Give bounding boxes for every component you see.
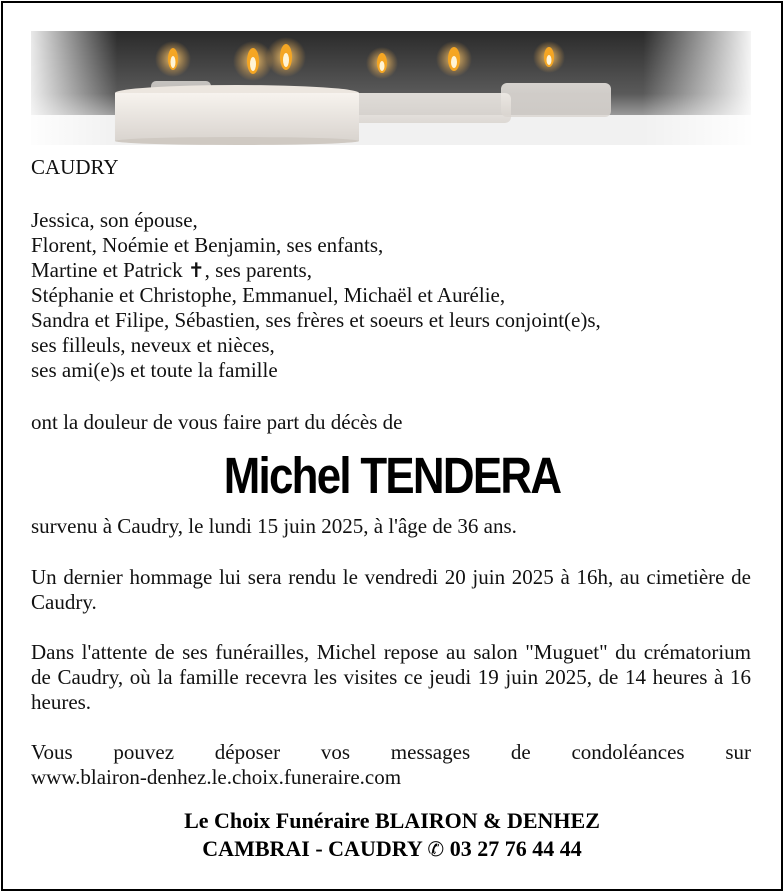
funeral-home-location: CAMBRAI - CAUDRY: [202, 836, 422, 861]
phone-number[interactable]: 03 27 76 44 44: [449, 836, 582, 861]
family-line: Florent, Noémie et Benjamin, ses enfants,: [31, 233, 384, 257]
condolences-text: Vous pouvez déposer vos messages de condoléances sur: [31, 740, 751, 764]
family-line: Stéphanie et Christophe, Emmanuel, Michaël et Aurélie,: [31, 283, 506, 307]
family-list: [31, 208, 751, 383]
condolences-info: [31, 740, 751, 790]
family-line: Sandra et Filipe, Sébastien, ses frères et soeurs et leurs conjoint(e)s,: [31, 308, 601, 332]
parents-names: Martine et Patrick: [31, 258, 188, 282]
family-line: Jessica, son épouse,: [31, 208, 198, 232]
visitation-info: Dans l'attente de ses funérailles, Michel repose au salon "Muguet" du crématorium de Caudry, où la famille recevra les visites ce jeudi 19 juin 2025, de 14 heures à 16 heures.: [31, 640, 751, 714]
phone-icon: ✆: [427, 837, 445, 861]
candles-banner-image: [31, 31, 751, 145]
family-line: ses ami(e)s et toute la famille: [31, 358, 278, 382]
announcement-intro: ont la douleur de vous faire part du décès de: [31, 410, 403, 434]
ceremony-info: Un dernier hommage lui sera rendu le vendredi 20 juin 2025 à 16h, au cimetière de Caudry.: [31, 565, 751, 614]
city-heading: CAUDRY: [31, 155, 119, 179]
funeral-home-name: Le Choix Funéraire BLAIRON & DENHEZ: [184, 808, 600, 833]
family-line-parents: [31, 258, 751, 283]
family-line: ses filleuls, neveux et nièces,: [31, 333, 275, 357]
condolences-link[interactable]: www.blairon-denhez.le.choix.funeraire.com: [31, 765, 402, 789]
funeral-home-contact: [0, 835, 784, 863]
death-info: survenu à Caudry, le lundi 15 juin 2025, à l'âge de 36 ans.: [31, 514, 517, 538]
deceased-name: Michel TENDERA: [223, 447, 561, 504]
parents-suffix: , ses parents,: [204, 258, 312, 282]
cross-icon: ✝: [187, 258, 205, 282]
